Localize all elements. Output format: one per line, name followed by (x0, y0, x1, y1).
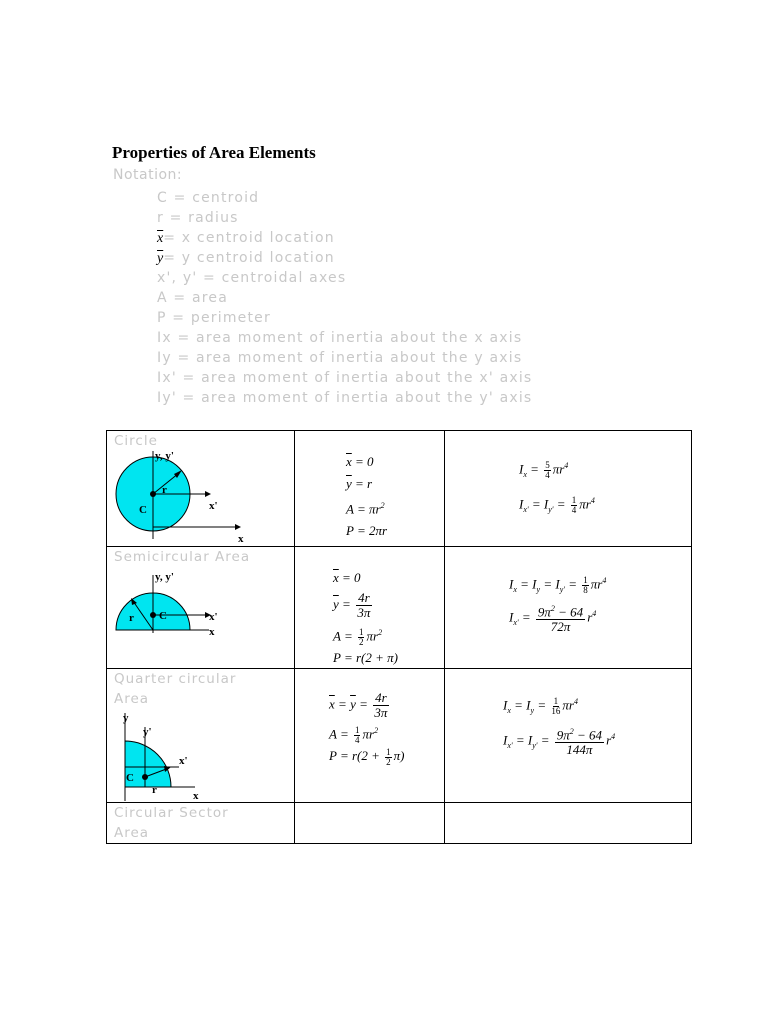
notation-item: Ix = area moment of inertia about the x axis (157, 330, 523, 346)
inertia-cell (445, 547, 692, 669)
shape-name: Circular Sector Area (114, 805, 229, 841)
notation-item: A = area (157, 290, 229, 306)
axis-label-y-yprime: y, y' (155, 571, 174, 583)
axis-label-y: y (123, 712, 129, 724)
semicircle-formulas: $\overline{x} = 0$ $\overline{y}$ = $\frac{4r}{3\pi}$ A = $\frac{1}{2}$ $\pi r^2$ P = r(2 + π) (333, 570, 398, 666)
axis-label-yprime: y' (143, 726, 152, 738)
centroid-area-cell (295, 669, 445, 803)
notation-item: Iy = area moment of inertia about the y axis (157, 350, 523, 366)
circle-formulas: $\overline{x} = 0$ $\overline{y} = r$ $A = \pi r^2$ P = 2πr (346, 454, 388, 539)
notation-item: r = radius (157, 210, 239, 226)
notation-item: C = centroid (157, 190, 260, 206)
notation-item: $\overline{x}= x$ centroid location (157, 230, 335, 246)
shape-cell (107, 803, 295, 844)
centroid-area-cell (295, 803, 445, 844)
quarter-circle-formulas: $\overline{x} = \overline{y}$ = $\frac{4r}{3\pi}$ A = $\frac{1}{4}$ $\pi r^2$ P = r(2 + $\frac{1}{2}$ π) (329, 690, 405, 767)
shape-cell (107, 547, 295, 669)
notation-item: $\overline{y}= y$ centroid location (157, 250, 335, 266)
semicircle-diagram (107, 567, 295, 667)
inertia-cell (445, 431, 692, 547)
shape-name: Quarter circular Area (114, 671, 237, 707)
shape-name: Circle (114, 433, 158, 449)
shape-cell (107, 431, 295, 547)
radius-label: r (162, 484, 167, 496)
centroid-label: C (139, 504, 147, 516)
shape-name: Semicircular Area (114, 549, 251, 565)
table-row-circular-sector (107, 803, 692, 844)
notation-item: Ix' = area moment of inertia about the x' axis (157, 370, 533, 386)
centroid-area-cell (295, 547, 445, 669)
axis-label-xprime: x' (179, 755, 188, 767)
circle-inertia: $I_x$ = $\frac{5}{4}$ $\pi r^4$ $I_{x'} = I_{y'}$ = $\frac{1}{4}$ $\pi r^4$ (519, 459, 595, 515)
notation-item: x', y' = centroidal axes (157, 270, 347, 286)
inertia-cell (445, 669, 692, 803)
circle-diagram (107, 449, 295, 544)
notation-item: P = perimeter (157, 310, 271, 326)
axis-label-xprime: x' (209, 500, 218, 512)
axis-label-y-yprime: y, y' (155, 450, 174, 462)
radius-label: r (129, 612, 134, 624)
shape-cell (107, 669, 295, 803)
notation-list (157, 188, 532, 408)
notation-item: Iy' = area moment of inertia about the y' axis (157, 390, 533, 406)
quarter-circle-diagram (107, 711, 295, 803)
table-row-quarter-circular (107, 669, 692, 803)
page-title: Properties of Area Elements (112, 143, 316, 162)
inertia-cell (445, 803, 692, 844)
axis-label-x: x (238, 533, 244, 544)
semicircle-inertia: $I_x = I_y = I_{y'}$ = $\frac{1}{8}$ $\pi r^4$ $I_{x'}$ = $\frac{9\pi^2 - 64}{72\pi}$ $r^4$ (509, 574, 607, 635)
quarter-circle-inertia: $I_x = I_y$ = $\frac{1}{16}$ $\pi r^4$ $I_{x'} = I_{y'}$ = $\frac{9\pi^2 - 64}{144\pi}$ $r^4$ (503, 695, 616, 758)
notation-heading: Notation: (113, 167, 183, 183)
area-properties-table (106, 430, 692, 844)
x-bar-symbol: $\overline{x}$ (157, 231, 164, 246)
table-row-circle (107, 431, 692, 547)
axis-label-xprime: x' (209, 611, 218, 623)
table-row-semicircular (107, 547, 692, 669)
radius-label: r (152, 784, 157, 796)
centroid-area-cell (295, 431, 445, 547)
centroid-label: C (126, 772, 134, 784)
axis-label-x: x (193, 790, 199, 802)
axis-label-x: x (209, 626, 215, 638)
y-bar-symbol: $\overline{y}$ (157, 251, 164, 266)
centroid-label: C (159, 610, 167, 622)
